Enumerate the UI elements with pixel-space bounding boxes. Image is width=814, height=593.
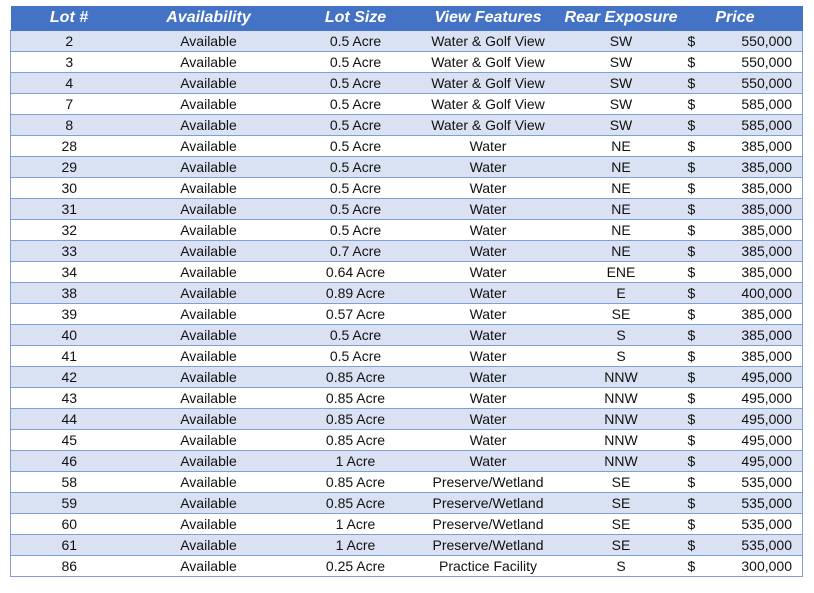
cell-price: [688, 178, 803, 199]
price-amount: 535,000: [741, 474, 792, 490]
cell-availability: Available: [128, 262, 290, 283]
cell-availability: Available: [128, 430, 290, 451]
price-amount: 550,000: [741, 54, 792, 70]
price-amount: 535,000: [741, 495, 792, 511]
table-row: [11, 262, 803, 283]
cell-rear-exposure: SW: [555, 115, 688, 136]
cell-lot: 7: [11, 94, 128, 115]
price-amount: 385,000: [741, 222, 792, 238]
cell-rear-exposure: SE: [555, 493, 688, 514]
cell-lot-size: 0.89 Acre: [290, 283, 422, 304]
cell-lot-size: 0.5 Acre: [290, 52, 422, 73]
price-currency: $: [687, 201, 696, 217]
price-amount: 495,000: [741, 432, 792, 448]
price-amount: 535,000: [741, 516, 792, 532]
cell-availability: Available: [128, 73, 290, 94]
table-row: [11, 157, 803, 178]
cell-availability: Available: [128, 556, 290, 577]
cell-view-features: Practice Facility: [422, 556, 555, 577]
cell-lot: 34: [11, 262, 128, 283]
cell-availability: Available: [128, 94, 290, 115]
price-currency: $: [687, 474, 696, 490]
price-amount: 385,000: [741, 243, 792, 259]
price-amount: 550,000: [741, 33, 792, 49]
table-row: [11, 241, 803, 262]
cell-lot-size: 0.5 Acre: [290, 199, 422, 220]
cell-price: [688, 136, 803, 157]
cell-price: [688, 472, 803, 493]
table-row: [11, 493, 803, 514]
price-amount: 385,000: [741, 348, 792, 364]
cell-lot: 32: [11, 220, 128, 241]
cell-lot-size: 0.85 Acre: [290, 493, 422, 514]
price-amount: 585,000: [741, 117, 792, 133]
price-amount: 535,000: [741, 537, 792, 553]
table-body: [11, 31, 803, 577]
cell-lot-size: 0.5 Acre: [290, 115, 422, 136]
cell-view-features: Water & Golf View: [422, 94, 555, 115]
cell-lot: 59: [11, 493, 128, 514]
cell-view-features: Water & Golf View: [422, 31, 555, 52]
cell-price: [688, 157, 803, 178]
cell-availability: Available: [128, 346, 290, 367]
cell-rear-exposure: S: [555, 346, 688, 367]
table-row: [11, 178, 803, 199]
cell-availability: Available: [128, 409, 290, 430]
header-lot-size: Lot Size: [290, 6, 422, 31]
cell-lot: 4: [11, 73, 128, 94]
cell-view-features: Preserve/Wetland: [422, 493, 555, 514]
cell-rear-exposure: S: [555, 556, 688, 577]
cell-view-features: Preserve/Wetland: [422, 514, 555, 535]
price-currency: $: [687, 327, 696, 343]
cell-lot: 58: [11, 472, 128, 493]
table-row: [11, 409, 803, 430]
cell-lot-size: 0.5 Acre: [290, 178, 422, 199]
cell-rear-exposure: NE: [555, 136, 688, 157]
cell-lot: 39: [11, 304, 128, 325]
cell-rear-exposure: E: [555, 283, 688, 304]
cell-price: [688, 31, 803, 52]
cell-lot-size: 0.85 Acre: [290, 472, 422, 493]
cell-rear-exposure: NE: [555, 241, 688, 262]
cell-price: [688, 514, 803, 535]
cell-rear-exposure: NNW: [555, 409, 688, 430]
cell-lot: 60: [11, 514, 128, 535]
cell-rear-exposure: S: [555, 325, 688, 346]
cell-lot: 2: [11, 31, 128, 52]
price-amount: 300,000: [741, 558, 792, 574]
cell-view-features: Water: [422, 262, 555, 283]
cell-view-features: Water: [422, 136, 555, 157]
cell-price: [688, 388, 803, 409]
cell-lot: 40: [11, 325, 128, 346]
price-amount: 495,000: [741, 369, 792, 385]
cell-price: [688, 409, 803, 430]
price-amount: 385,000: [741, 306, 792, 322]
cell-view-features: Water: [422, 346, 555, 367]
price-currency: $: [687, 558, 696, 574]
cell-lot: 8: [11, 115, 128, 136]
cell-view-features: Water: [422, 241, 555, 262]
cell-price: [688, 73, 803, 94]
price-currency: $: [687, 432, 696, 448]
cell-lot: 38: [11, 283, 128, 304]
table-row: [11, 472, 803, 493]
price-amount: 495,000: [741, 411, 792, 427]
table-row: [11, 52, 803, 73]
cell-rear-exposure: SE: [555, 472, 688, 493]
cell-availability: Available: [128, 31, 290, 52]
cell-rear-exposure: SE: [555, 514, 688, 535]
cell-lot-size: 0.85 Acre: [290, 367, 422, 388]
cell-view-features: Water: [422, 178, 555, 199]
cell-availability: Available: [128, 535, 290, 556]
cell-lot: 41: [11, 346, 128, 367]
cell-price: [688, 493, 803, 514]
price-currency: $: [687, 537, 696, 553]
table-row: [11, 304, 803, 325]
price-amount: 550,000: [741, 75, 792, 91]
cell-price: [688, 241, 803, 262]
cell-lot-size: 0.5 Acre: [290, 31, 422, 52]
cell-price: [688, 430, 803, 451]
cell-lot: 61: [11, 535, 128, 556]
cell-lot-size: 0.7 Acre: [290, 241, 422, 262]
cell-price: [688, 262, 803, 283]
cell-view-features: Water: [422, 199, 555, 220]
price-currency: $: [687, 159, 696, 175]
cell-lot-size: 0.5 Acre: [290, 325, 422, 346]
cell-lot-size: 1 Acre: [290, 451, 422, 472]
cell-availability: Available: [128, 451, 290, 472]
cell-lot-size: 0.85 Acre: [290, 430, 422, 451]
table-row: [11, 556, 803, 577]
cell-availability: Available: [128, 178, 290, 199]
cell-lot-size: 0.85 Acre: [290, 388, 422, 409]
header-price: Price: [688, 6, 803, 31]
price-currency: $: [687, 75, 696, 91]
cell-price: [688, 283, 803, 304]
cell-rear-exposure: SW: [555, 31, 688, 52]
cell-price: [688, 199, 803, 220]
price-amount: 385,000: [741, 138, 792, 154]
cell-view-features: Water: [422, 220, 555, 241]
cell-price: [688, 346, 803, 367]
price-currency: $: [687, 222, 696, 238]
header-row: [11, 6, 803, 31]
cell-lot: 29: [11, 157, 128, 178]
cell-price: [688, 556, 803, 577]
table-row: [11, 31, 803, 52]
cell-view-features: Water: [422, 451, 555, 472]
header-availability: Availability: [128, 6, 290, 31]
cell-view-features: Water & Golf View: [422, 52, 555, 73]
cell-view-features: Water & Golf View: [422, 115, 555, 136]
header-view-features: View Features: [422, 6, 555, 31]
price-amount: 385,000: [741, 201, 792, 217]
cell-rear-exposure: NNW: [555, 367, 688, 388]
cell-view-features: Water: [422, 304, 555, 325]
cell-view-features: Water: [422, 367, 555, 388]
price-currency: $: [687, 411, 696, 427]
header-rear-exposure: Rear Exposure: [555, 6, 688, 31]
cell-rear-exposure: SW: [555, 94, 688, 115]
cell-rear-exposure: SE: [555, 304, 688, 325]
cell-lot-size: 0.5 Acre: [290, 346, 422, 367]
table-row: [11, 451, 803, 472]
table-row: [11, 346, 803, 367]
cell-rear-exposure: NNW: [555, 430, 688, 451]
cell-rear-exposure: NE: [555, 220, 688, 241]
cell-price: [688, 115, 803, 136]
price-currency: $: [687, 516, 696, 532]
header-lot: Lot #: [11, 6, 128, 31]
cell-view-features: Water: [422, 430, 555, 451]
cell-view-features: Water: [422, 283, 555, 304]
cell-lot-size: 0.25 Acre: [290, 556, 422, 577]
cell-lot-size: 1 Acre: [290, 514, 422, 535]
price-amount: 400,000: [741, 285, 792, 301]
price-currency: $: [687, 117, 696, 133]
cell-lot-size: 0.5 Acre: [290, 94, 422, 115]
cell-lot: 43: [11, 388, 128, 409]
cell-rear-exposure: NNW: [555, 451, 688, 472]
price-currency: $: [687, 138, 696, 154]
cell-lot: 33: [11, 241, 128, 262]
cell-availability: Available: [128, 115, 290, 136]
cell-availability: Available: [128, 304, 290, 325]
price-amount: 385,000: [741, 180, 792, 196]
cell-rear-exposure: SW: [555, 73, 688, 94]
cell-lot: 3: [11, 52, 128, 73]
price-amount: 385,000: [741, 327, 792, 343]
cell-availability: Available: [128, 157, 290, 178]
cell-lot: 46: [11, 451, 128, 472]
price-currency: $: [687, 243, 696, 259]
cell-availability: Available: [128, 472, 290, 493]
cell-lot-size: 0.5 Acre: [290, 136, 422, 157]
table-row: [11, 535, 803, 556]
cell-availability: Available: [128, 283, 290, 304]
table-row: [11, 325, 803, 346]
cell-view-features: Water: [422, 325, 555, 346]
cell-lot-size: 0.57 Acre: [290, 304, 422, 325]
cell-view-features: Preserve/Wetland: [422, 535, 555, 556]
cell-rear-exposure: NNW: [555, 388, 688, 409]
price-amount: 585,000: [741, 96, 792, 112]
cell-rear-exposure: ENE: [555, 262, 688, 283]
cell-price: [688, 220, 803, 241]
price-currency: $: [687, 453, 696, 469]
cell-view-features: Water & Golf View: [422, 73, 555, 94]
price-currency: $: [687, 306, 696, 322]
cell-lot: 44: [11, 409, 128, 430]
table-row: [11, 430, 803, 451]
cell-availability: Available: [128, 325, 290, 346]
cell-availability: Available: [128, 220, 290, 241]
cell-availability: Available: [128, 388, 290, 409]
price-currency: $: [687, 495, 696, 511]
price-currency: $: [687, 348, 696, 364]
table-row: [11, 514, 803, 535]
cell-lot: 30: [11, 178, 128, 199]
cell-availability: Available: [128, 514, 290, 535]
table-row: [11, 367, 803, 388]
cell-rear-exposure: SE: [555, 535, 688, 556]
cell-availability: Available: [128, 493, 290, 514]
price-currency: $: [687, 390, 696, 406]
cell-availability: Available: [128, 136, 290, 157]
cell-view-features: Water: [422, 388, 555, 409]
table-row: [11, 136, 803, 157]
cell-lot-size: 0.5 Acre: [290, 220, 422, 241]
cell-view-features: Preserve/Wetland: [422, 472, 555, 493]
cell-availability: Available: [128, 52, 290, 73]
table-row: [11, 220, 803, 241]
cell-rear-exposure: NE: [555, 199, 688, 220]
cell-availability: Available: [128, 199, 290, 220]
cell-lot-size: 0.64 Acre: [290, 262, 422, 283]
table-row: [11, 115, 803, 136]
cell-price: [688, 52, 803, 73]
cell-view-features: Water: [422, 157, 555, 178]
price-amount: 495,000: [741, 453, 792, 469]
table-row: [11, 283, 803, 304]
cell-rear-exposure: NE: [555, 157, 688, 178]
cell-price: [688, 367, 803, 388]
cell-price: [688, 325, 803, 346]
cell-lot: 86: [11, 556, 128, 577]
cell-rear-exposure: SW: [555, 52, 688, 73]
lot-availability-table: [10, 6, 803, 577]
cell-price: [688, 451, 803, 472]
cell-rear-exposure: NE: [555, 178, 688, 199]
price-currency: $: [687, 180, 696, 196]
cell-lot: 31: [11, 199, 128, 220]
price-currency: $: [687, 285, 696, 301]
cell-availability: Available: [128, 367, 290, 388]
cell-lot: 45: [11, 430, 128, 451]
cell-price: [688, 304, 803, 325]
price-amount: 495,000: [741, 390, 792, 406]
cell-lot-size: 1 Acre: [290, 535, 422, 556]
table-row: [11, 94, 803, 115]
price-amount: 385,000: [741, 159, 792, 175]
price-currency: $: [687, 54, 696, 70]
price-currency: $: [687, 264, 696, 280]
price-currency: $: [687, 33, 696, 49]
price-currency: $: [687, 369, 696, 385]
price-currency: $: [687, 96, 696, 112]
cell-price: [688, 535, 803, 556]
cell-lot: 28: [11, 136, 128, 157]
cell-lot-size: 0.5 Acre: [290, 157, 422, 178]
cell-lot: 42: [11, 367, 128, 388]
price-amount: 385,000: [741, 264, 792, 280]
cell-lot-size: 0.85 Acre: [290, 409, 422, 430]
cell-price: [688, 94, 803, 115]
cell-availability: Available: [128, 241, 290, 262]
table-row: [11, 73, 803, 94]
table-row: [11, 388, 803, 409]
cell-view-features: Water: [422, 409, 555, 430]
table-row: [11, 199, 803, 220]
cell-lot-size: 0.5 Acre: [290, 73, 422, 94]
